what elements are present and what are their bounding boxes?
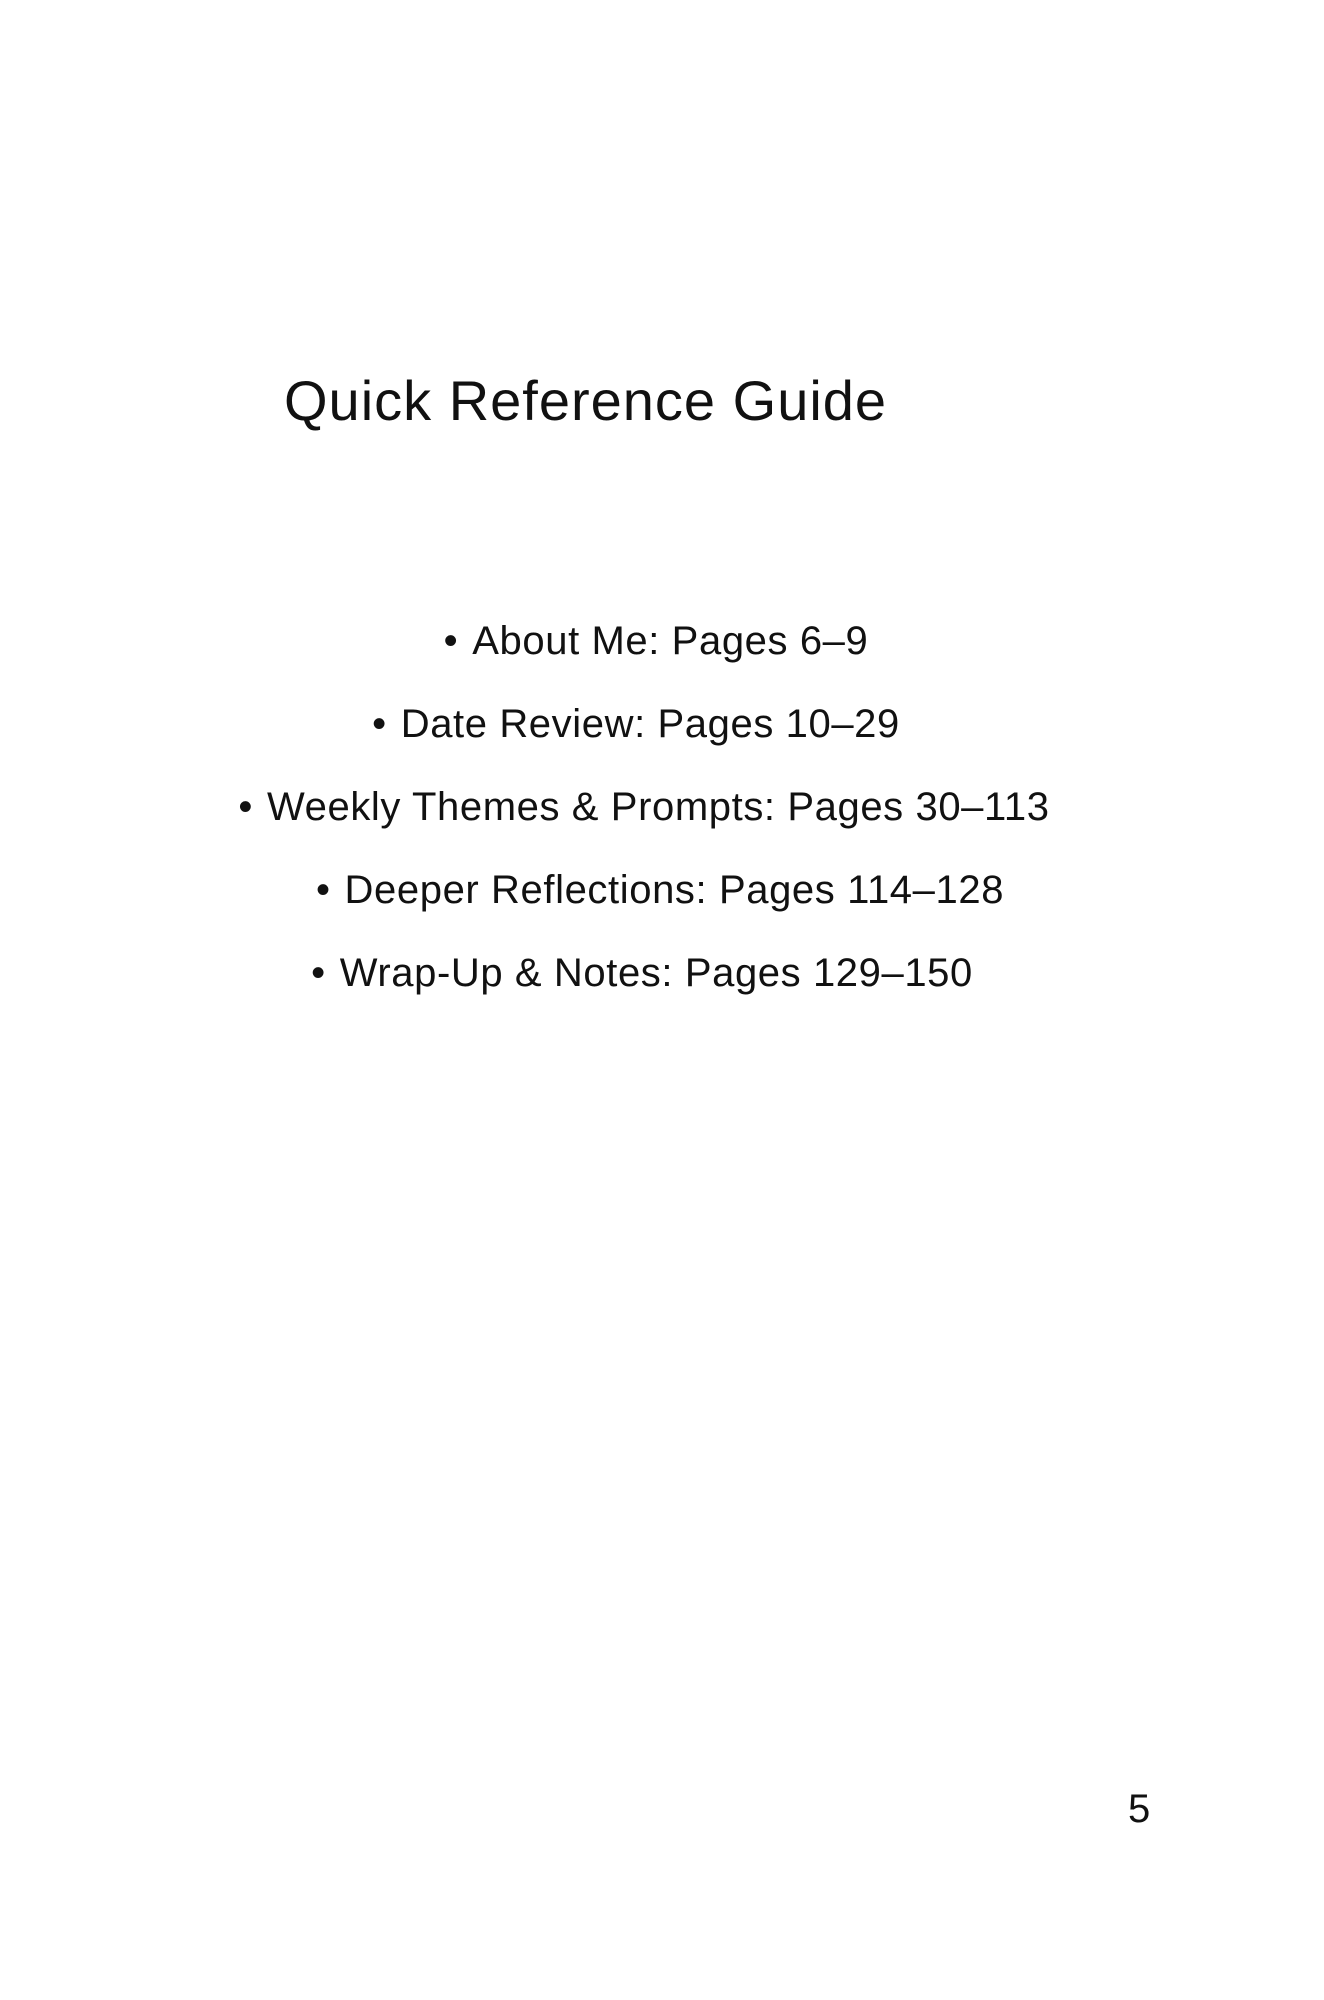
list-item-date-review: • Date Review: Pages 10–29 (0, 683, 1298, 766)
page-title: Quick Reference Guide (284, 369, 888, 432)
list-item-wrap-up: • Wrap-Up & Notes: Pages 129–150 (0, 932, 1304, 1015)
list-item-weekly-themes: • Weekly Themes & Prompts: Pages 30–113 (0, 766, 1306, 849)
list-item-about-me: • About Me: Pages 6–9 (0, 600, 1318, 683)
reference-list (0, 600, 1324, 1015)
list-item-deeper-reflections: • Deeper Reflections: Pages 114–128 (0, 849, 1322, 932)
page-number: 5 (1128, 1787, 1151, 1831)
